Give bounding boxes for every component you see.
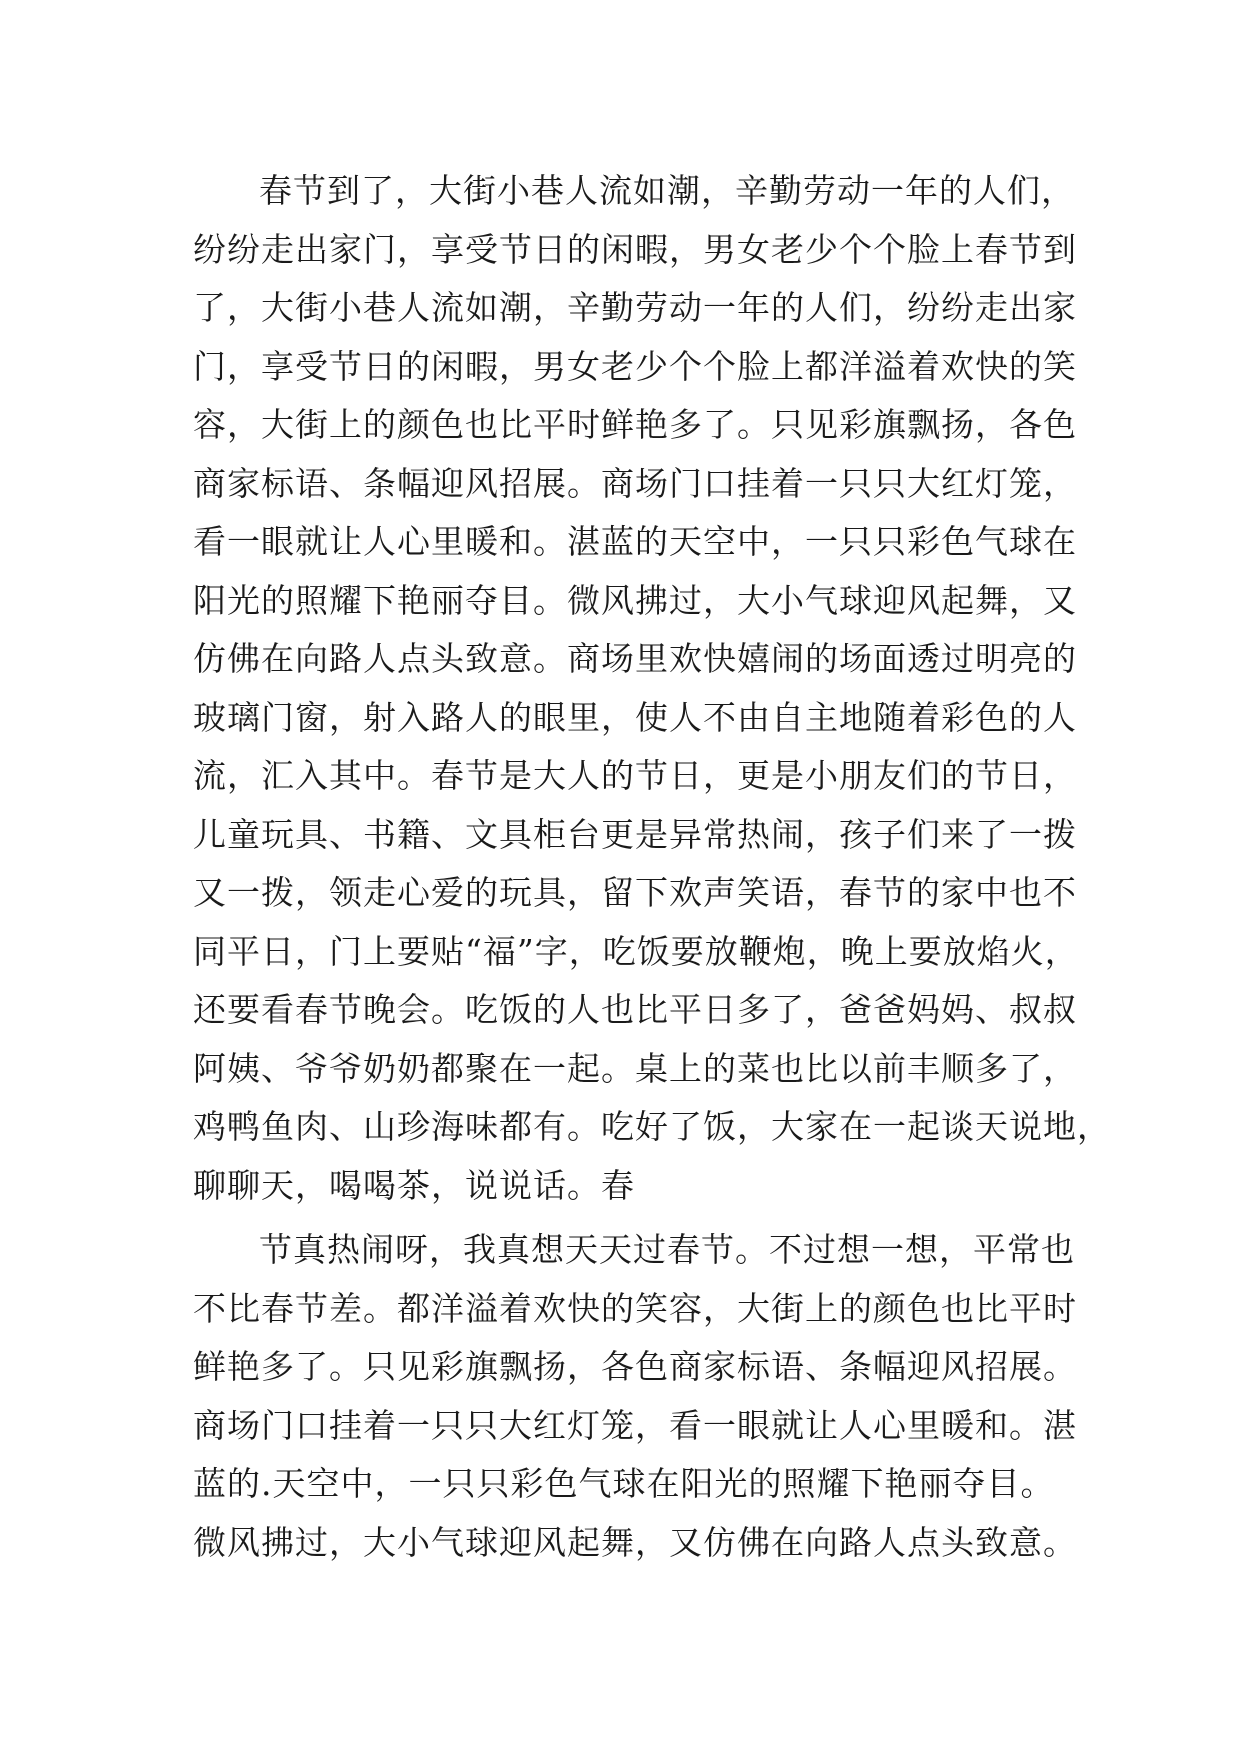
paragraph-1 [193, 162, 1111, 1215]
text-line: 仿佛在向路人点头致意。商场里欢快嬉闹的场面透过明亮的 [193, 639, 1077, 678]
text-line: 流，汇入其中。春节是大人的节日，更是小朋友们的节日， [193, 756, 1077, 795]
text-line: 鸡鸭鱼肉、山珍海味都有。吃好了饭，大家在一起谈天说地， [193, 1107, 1111, 1146]
text-line: 商家标语、条幅迎风招展。商场门口挂着一只只大红灯笼， [193, 463, 1077, 503]
paragraph-2 [193, 1221, 1077, 1572]
text-line: 阿姨、爷爷奶奶都聚在一起。桌上的菜也比以前丰顺多了， [193, 1048, 1077, 1088]
text-line: 聊聊天，喝喝茶，说说话。春 [193, 1165, 635, 1205]
text-line: 门，享受节日的闲暇，男女老少个个脸上都洋溢着欢快的笑 [193, 346, 1077, 386]
text-line: 微风拂过，大小气球迎风起舞，又仿佛在向路人点头致意。 [193, 1522, 1077, 1562]
text-line: 蓝的.天空中，一只只彩色气球在阳光的照耀下艳丽夺目。 [193, 1464, 1055, 1503]
text-line: 容，大街上的颜色也比平时鲜艳多了。只见彩旗飘扬，各色 [193, 405, 1077, 444]
text-line: 看一眼就让人心里暖和。湛蓝的天空中，一只只彩色气球在 [193, 522, 1077, 561]
text-line: 儿童玩具、书籍、文具柜台更是异常热闹，孩子们来了一拨 [193, 814, 1077, 854]
text-line: 又一拨，领走心爱的玩具，留下欢声笑语，春节的家中也不 [193, 873, 1077, 912]
text-line: 节真热闹呀，我真想天天过春节。不过想一想，平常也 [259, 1230, 1075, 1269]
text-line: 同平日，门上要贴“福”字，吃饭要放鞭炮，晚上要放焰火， [193, 931, 1079, 971]
text-line: 玻璃门窗，射入路人的眼里，使人不由自主地随着彩色的人 [193, 697, 1077, 737]
text-line: 商场门口挂着一只只大红灯笼，看一眼就让人心里暖和。湛 [193, 1405, 1077, 1445]
text-line: 鲜艳多了。只见彩旗飘扬，各色商家标语、条幅迎风招展。 [193, 1347, 1077, 1386]
text-line: 了，大街小巷人流如潮，辛勤劳动一年的人们，纷纷走出家 [193, 288, 1077, 327]
document-body [193, 162, 1111, 1572]
text-line: 纷纷走出家门，享受节日的闲暇，男女老少个个脸上春节到 [193, 229, 1077, 269]
text-line: 春节到了，大街小巷人流如潮，辛勤劳动一年的人们， [259, 171, 1075, 210]
text-line: 不比春节差。都洋溢着欢快的笑容，大街上的颜色也比平时 [193, 1288, 1077, 1328]
text-line: 还要看春节晚会。吃饭的人也比平日多了，爸爸妈妈、叔叔 [193, 990, 1077, 1029]
text-line: 阳光的照耀下艳丽夺目。微风拂过，大小气球迎风起舞，又 [193, 580, 1077, 620]
